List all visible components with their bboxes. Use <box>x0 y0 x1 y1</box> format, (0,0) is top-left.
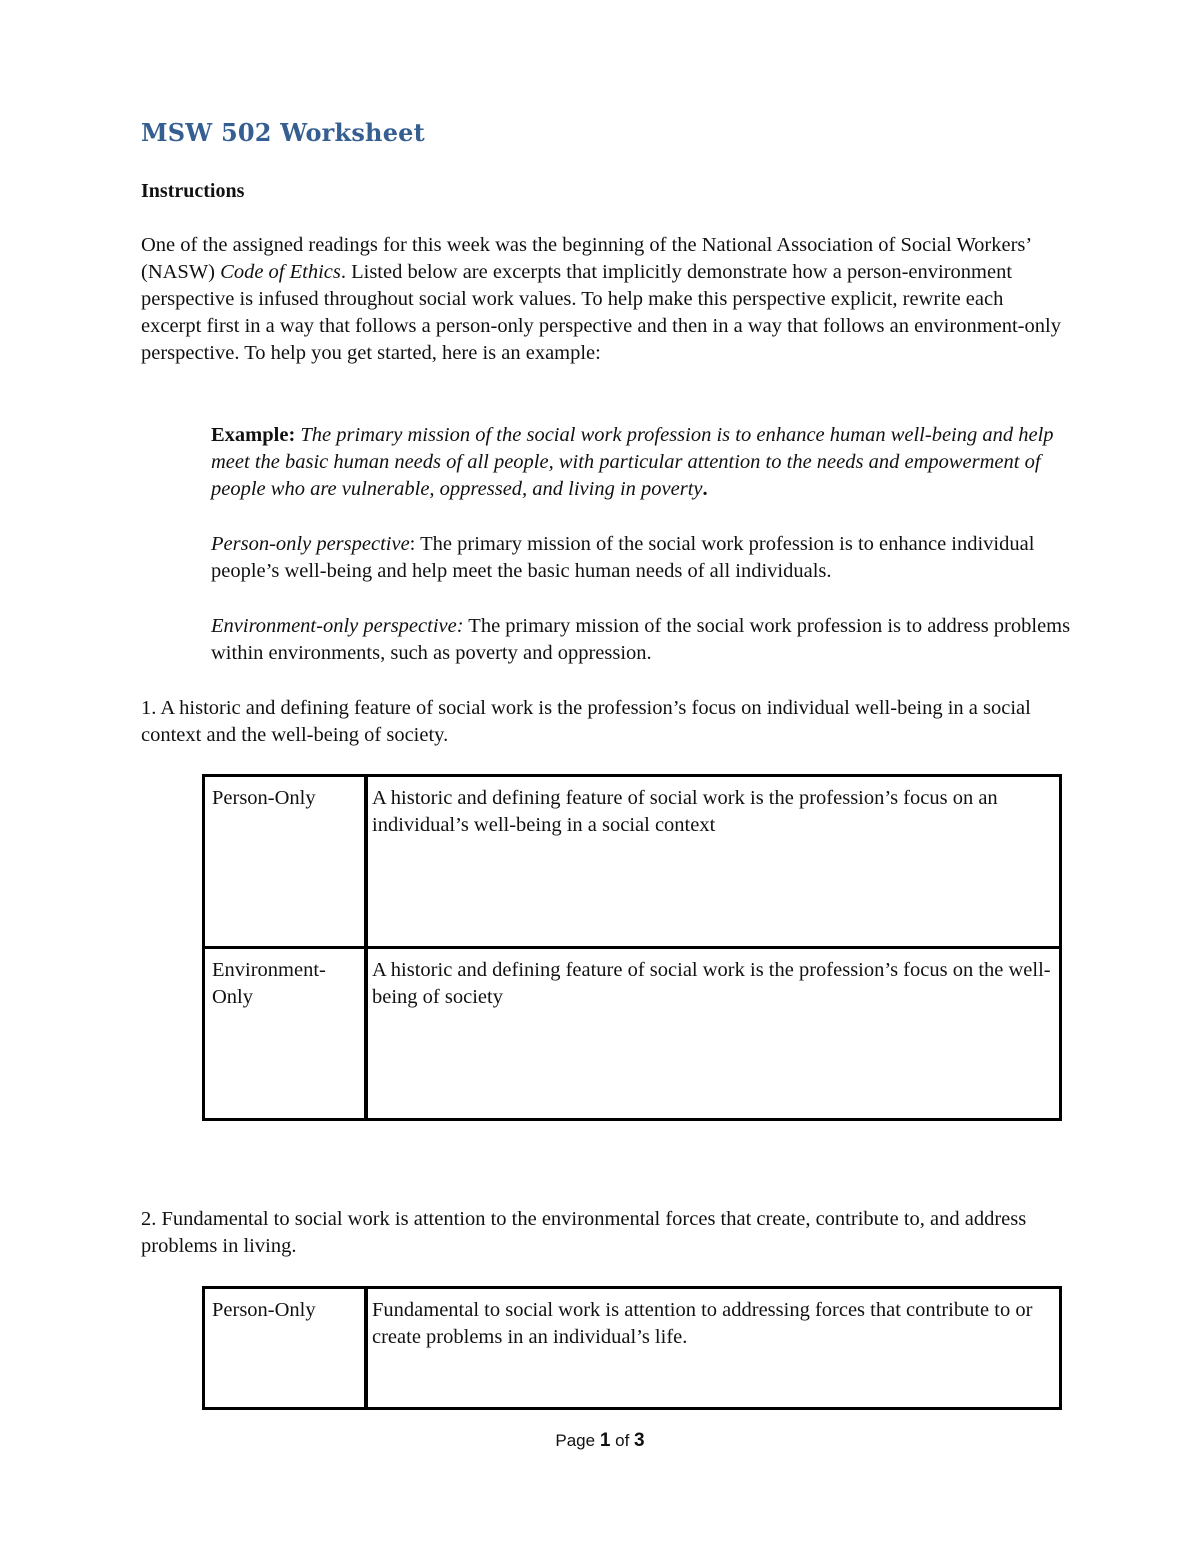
example-label: Example: <box>211 424 296 446</box>
question-2-prompt: 2. Fundamental to social work is attention to the environmental forces that create, contribute to, and address problems in living. <box>141 1208 1027 1257</box>
row-label: Environment-Only <box>204 948 367 1120</box>
instructions-paragraph <box>141 232 1066 367</box>
answer-cell[interactable]: A historic and defining feature of social work is the profession’s focus on an individual’s well-being in a social context <box>366 776 1061 948</box>
current-page-number: 1 <box>599 1430 611 1451</box>
environment-only-text: The primary mission of the social work profession is to address problems within environments, such as poverty and oppression. <box>211 615 1071 664</box>
row-label: Person-Only <box>204 1288 367 1409</box>
example-text: The primary mission of the social work profession is to enhance human well-being and help meet the basic human needs of all people, with particular attention to the needs and empowerment of people who are vulnerable, oppressed, and living in poverty <box>211 424 1054 500</box>
of-word: of <box>615 1431 630 1450</box>
environment-only-example <box>211 613 1071 667</box>
answer-cell[interactable]: A historic and defining feature of social work is the profession’s focus on the well-being of society <box>366 948 1061 1120</box>
instructions-heading: Instructions <box>141 180 245 202</box>
page-title: MSW 502 Worksheet <box>141 118 425 147</box>
question-1-prompt: 1. A historic and defining feature of social work is the profession’s focus on individual well-being in a social context and the well-being of society. <box>141 697 1031 746</box>
environment-only-label: Environment-only perspective: <box>211 615 464 637</box>
code-of-ethics-title: Code of Ethics <box>220 261 341 283</box>
total-page-count: 3 <box>634 1430 645 1451</box>
row-label: Person-Only <box>204 776 367 948</box>
intro-text-2: . Listed below are excerpts that implicitly demonstrate how a person-environment perspective is infused throughout social work values. To help make this perspective explicit, rewrite each excerpt first in a way that follows a person-only perspective and then in a way that follows an environment-only perspective. To help you get started, here is an example: <box>141 261 1061 364</box>
person-only-text: : The primary mission of the social work profession is to enhance individual people’s well-being and help meet the basic human needs of all individuals. <box>211 533 1035 582</box>
table-row <box>204 776 1061 948</box>
question-2-table <box>202 1286 1062 1410</box>
example-paragraph <box>211 422 1071 503</box>
person-only-example <box>211 531 1071 585</box>
answer-cell[interactable]: Fundamental to social work is attention to addressing forces that contribute to or create problems in an individual’s life. <box>366 1288 1061 1409</box>
intro-text-1: One of the assigned readings for this week was the beginning of the National Association of Social Workers’ (NASW) <box>141 234 1031 283</box>
question-1-table <box>202 774 1062 1121</box>
table-row <box>204 948 1061 1120</box>
person-only-label: Person-only perspective <box>211 533 410 555</box>
page-word: Page <box>555 1431 596 1450</box>
example-period: . <box>702 478 708 500</box>
table-row <box>204 1288 1061 1409</box>
page-number-footer <box>0 1430 1200 1452</box>
